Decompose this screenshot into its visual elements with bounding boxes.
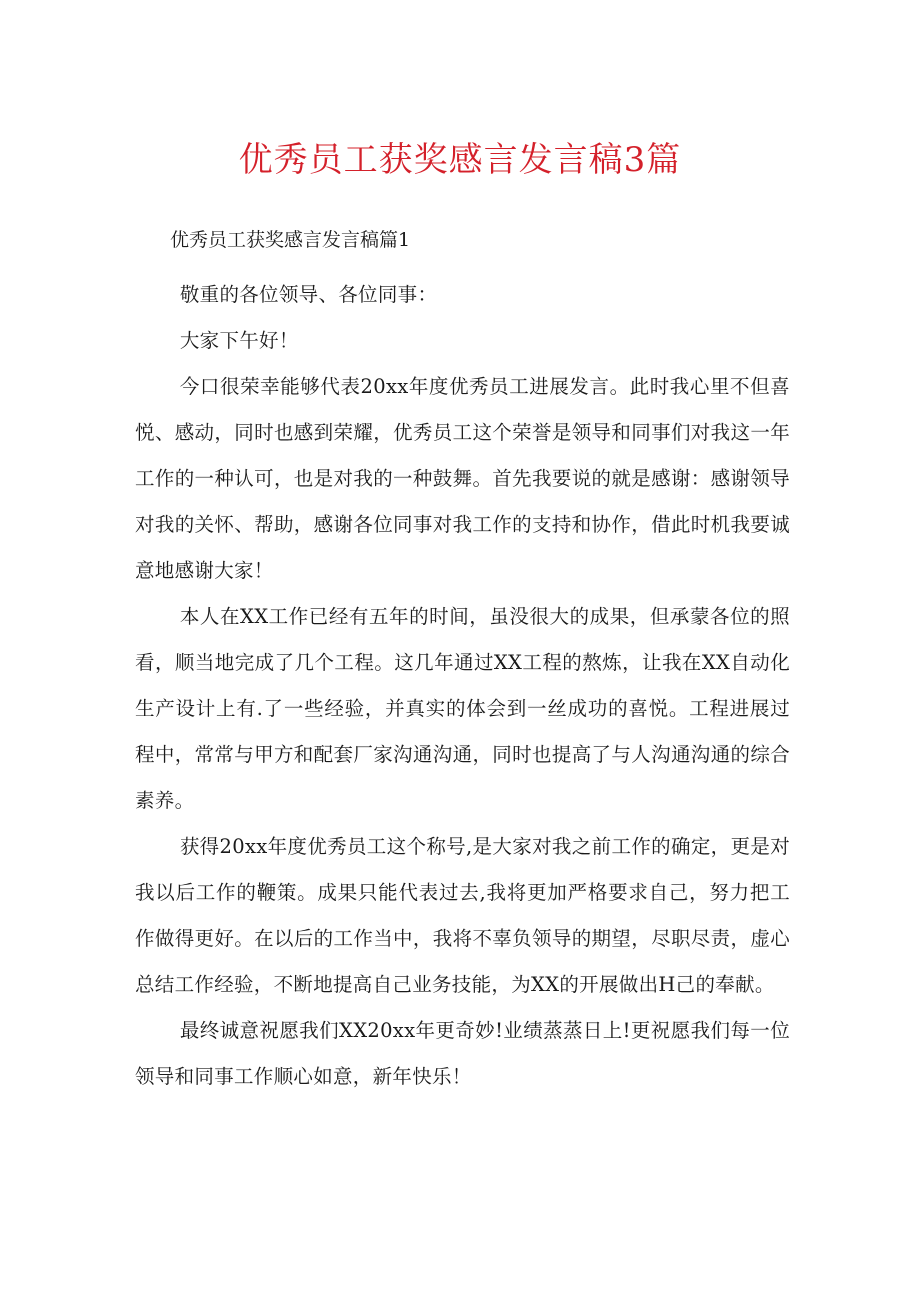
body-paragraph: 本人在XX工作已经有五年的时间，虽没很大的成果，但承蒙各位的照看，顺当地完成了几个工程。这几年通过XX工程的熬炼，让我在XX自动化生产设计上有.了一些经验，并真实的体会到一丝成功的喜悦。工程进展过程中，常常与甲方和配套厂家沟通沟通，同时也提高了与人沟通沟通的综合素养。	[135, 605, 790, 812]
body-paragraph: 获得20xx年度优秀员工这个称号,是大家对我之前工作的确定，更是对我以后工作的鞭策。成果只能代表过去,我将更加严格要求自己，努力把工作做得更好。在以后的工作当中，我将不辜负领导的期望，尽职尽责，虚心总结工作经验，不断地提高自己业务技能，为XX的开展做出H己的奉献。	[135, 835, 790, 996]
closing-paragraph: 最终诚意祝愿我们XX20xx年更奇妙!业绩蒸蒸日上!更祝愿我们每一位领导和同事工作顺心如意，新年快乐！	[135, 1019, 790, 1088]
salutation-paragraph: 敬重的各位领导、各位同事：	[179, 283, 438, 306]
document-body	[135, 272, 790, 1100]
document-title: 优秀员工获奖感言发言稿3篇	[238, 140, 682, 180]
greeting-paragraph: 大家下午好！	[179, 329, 299, 352]
body-paragraph: 今口很荣幸能够代表20xx年度优秀员工进展发言。此时我心里不但喜悦、感动，同时也感到荣耀，优秀员工这个荣誉是领导和同事们对我这一年工作的一种认可，也是对我的一种鼓舞。首先我要说的就是感谢：感谢领导对我的关怀、帮助，感谢各位同事对我工作的支持和协作，借此时机我要诚意地感谢大家！	[135, 375, 790, 582]
section-heading: 优秀员工获奖感言发言稿篇1	[170, 229, 411, 251]
